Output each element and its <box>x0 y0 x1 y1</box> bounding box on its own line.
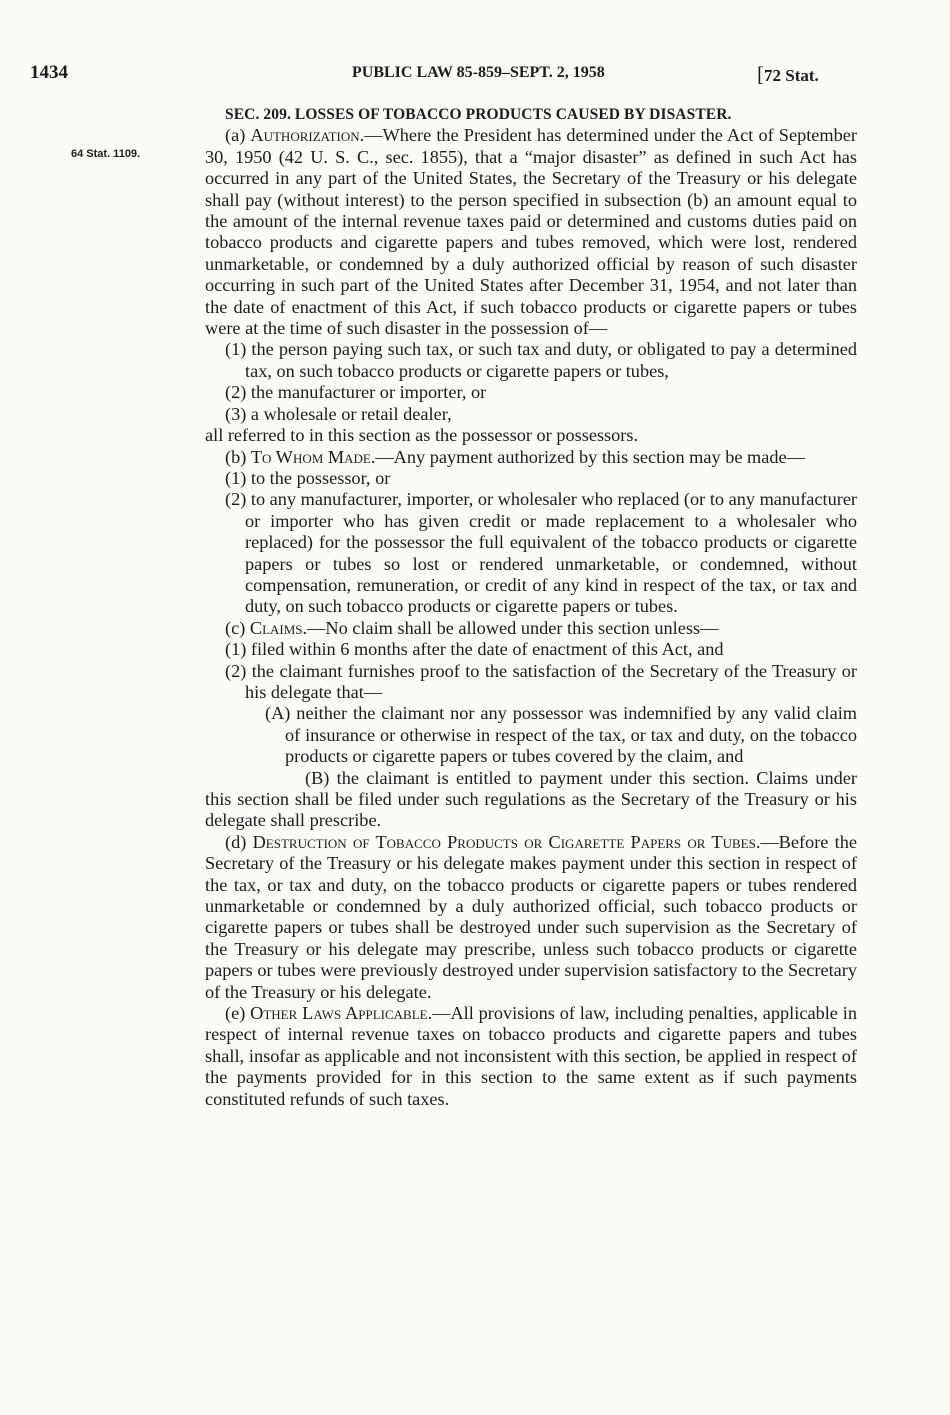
subsection-c-text: .—No claim shall be allowed under this section unless— <box>302 617 719 638</box>
subsection-b-caption: To Whom Made <box>250 446 371 467</box>
subsection-a-caption: Authorization <box>250 125 360 146</box>
subsection-c-caption: Claims <box>249 617 303 638</box>
subsection-e <box>205 1003 857 1110</box>
page-number: 1434 <box>30 62 68 83</box>
subsection-a-item-1: (1) the person paying such tax, or such tax and duty, or obligated to pay a determined tax, on such tobacco products or cigarette papers or tubes, <box>225 339 857 381</box>
subsection-d-caption: Destruction of Tobacco Products or Cigarette Papers or Tubes <box>252 831 756 852</box>
subsection-c-item-2-A: (A) neither the claimant nor any possessor was indemnified by any valid claim of insurance or otherwise in respect of the tax, or tax and duty, on the tobacco products or cigarette papers or tubes covered by the claim, and <box>265 703 857 767</box>
subsection-d-label: (d) <box>225 831 253 852</box>
volume-bracket: [ <box>757 62 764 86</box>
subsection-c-item-2: (2) the claimant furnishes proof to the satisfaction of the Secretary of the Treasury or his delegate that— <box>225 660 857 702</box>
margin-citation: 64 Stat. 1109. <box>71 148 141 160</box>
subsection-b-text: .—Any payment authorized by this section may be made— <box>370 446 805 467</box>
subsection-b-item-2: (2) to any manufacturer, importer, or wholesaler who replaced (or to any manufacturer or importer who has given credit or made replacement to a wholesaler who replaced) for the possessor the full equivalent of the tobacco products or cigarette papers or tubes so lost or rendered unmarketable, or condemned, without compensation, remuneration, or credit of any kind in respect of the tax, or tax and duty, on such tobacco products or cigarette papers or tubes. <box>225 489 858 617</box>
volume-label: 72 Stat. <box>764 66 819 85</box>
subsection-d-text: .—Before the Secretary of the Treasury or his delegate makes payment under this section in respect of the tax, or tax and duty, on the tobacco products or cigarette papers or tubes rendered unmarketable or condemned by a duly authorized official, such tobacco products or cigarette papers or tubes shall be destroyed under such supervision as the Secretary of the Treasury or his delegate may prescribe, unless such tobacco products or cigarette papers or tubes were previously destroyed under supervision satisfactory to the Secretary of the Treasury or his delegate. <box>205 831 857 1002</box>
subsection-c-item-1: (1) filed within 6 months after the date of enactment of this Act, and <box>225 639 724 660</box>
section-body <box>205 104 857 1110</box>
subsection-c-label: (c) <box>225 617 250 638</box>
subsection-a-text: .—Where the President has determined under the Act of September 30, 1950 (42 U. S. C., sec. 1855), that a “major disaster” as defined in such Act has occurred in any part of the United States, the Secretary of the Treasury or his delegate shall pay (without interest) to the person specified in subsection (b) an amount equal to the amount of the internal revenue taxes paid or determined and customs duties paid on tobacco products and cigarette papers and tubes removed, which were lost, rendered unmarketable, or condemned by a duly authorized official by reason of such disaster occurring in such part of the United States after December 31, 1954, and not later than the date of enactment of this Act, if such tobacco products or cigarette papers or tubes were at the time of such disaster in the possession of— <box>205 125 857 339</box>
running-header <box>0 58 950 88</box>
section-heading: SEC. 209. LOSSES OF TOBACCO PRODUCTS CAUSED BY DISASTER. <box>225 106 732 123</box>
subsection-e-caption: Other Laws Applicable <box>250 1003 428 1024</box>
subsection-c-item-2-B: (B) the claimant is entitled to payment under this section. Claims under this section shall be filed under such regulations as the Secretary of the Treasury or his delegate shall prescribe. <box>205 767 857 831</box>
subsection-a-item-2: (2) the manufacturer or importer, or <box>225 382 487 403</box>
subsection-e-text: .—All provisions of law, including penalties, applicable in respect of internal revenue taxes on tobacco products and cigarette papers and tubes shall, insofar as applicable and not inconsistent with this section, be applied in respect of the payments provided for in this section to the same extent as if such payments constituted refunds of such taxes. <box>205 1003 857 1109</box>
subsection-a <box>205 125 857 339</box>
subsection-b-item-1: (1) to the possessor, or <box>225 467 391 488</box>
subsection-a-close: all referred to in this section as the possessor or possessors. <box>205 425 639 446</box>
subsection-d <box>205 832 857 1003</box>
subsection-b <box>205 447 857 468</box>
subsection-e-label: (e) <box>225 1003 251 1024</box>
volume-citation <box>757 62 819 87</box>
law-title: PUBLIC LAW 85-859–SEPT. 2, 1958 <box>352 64 605 81</box>
subsection-a-label: (a) <box>225 125 251 146</box>
subsection-b-label: (b) <box>225 446 251 467</box>
subsection-c <box>205 618 857 639</box>
subsection-a-item-3: (3) a wholesale or retail dealer, <box>225 403 452 424</box>
